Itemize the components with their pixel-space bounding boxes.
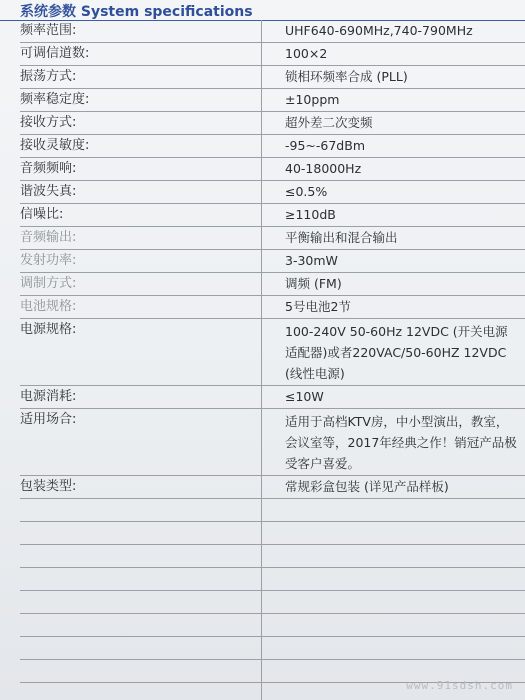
spec-label: 接收方式: [20, 115, 77, 130]
spec-row-channels [20, 43, 525, 66]
spec-row-applications [20, 409, 525, 476]
spec-label: 谐波失真: [20, 184, 77, 199]
spec-row-power-supply [20, 319, 525, 386]
spec-label: 接收灵敏度: [20, 138, 90, 153]
spec-value: 平衡输出和混合输出 [285, 230, 398, 245]
spec-value: 100×2 [285, 46, 328, 61]
spec-value: 5号电池2节 [285, 299, 351, 314]
spec-row-snr [20, 204, 525, 227]
spec-value: -95~-67dBm [285, 138, 365, 153]
spec-label: 音频频响: [20, 161, 77, 176]
spec-label: 振荡方式: [20, 69, 77, 84]
spec-label: 音频输出: [20, 230, 77, 245]
spec-label: 可调信道数: [20, 46, 90, 61]
spec-value: ≥110dB [285, 207, 336, 222]
empty-row [20, 522, 525, 545]
section-header [0, 0, 525, 21]
spec-value: ±10ppm [285, 92, 340, 107]
section-title: 系统参数 System specifications [20, 4, 253, 20]
empty-row [20, 591, 525, 614]
spec-label: 适用场合: [20, 412, 77, 427]
spec-row-stability [20, 89, 525, 112]
spec-table [20, 20, 525, 683]
empty-row [20, 614, 525, 637]
spec-label: 频率范围: [20, 23, 77, 38]
spec-row-oscillation [20, 66, 525, 89]
spec-row-frequency-response [20, 158, 525, 181]
spec-value: 调频 (FM) [285, 276, 342, 291]
spec-value: 常规彩盒包装 (详见产品样板) [285, 479, 449, 494]
spec-label: 包装类型: [20, 479, 77, 494]
spec-value: 3-30mW [285, 253, 338, 268]
spec-value: UHF640-690MHz,740-790MHz [285, 23, 473, 38]
spec-row-sensitivity [20, 135, 525, 158]
spec-value: ≤10W [285, 389, 324, 404]
spec-row-frequency-range [20, 20, 525, 43]
spec-value: 超外差二次变频 [285, 115, 373, 130]
spec-value: 100-240V 50-60Hz 12VDC (开关电源适配器)或者220VAC/50-60HZ 12VDC (线性电源) [285, 324, 508, 381]
empty-row [20, 545, 525, 568]
spec-row-receive-mode [20, 112, 525, 135]
spec-row-modulation [20, 273, 525, 296]
spec-row-audio-output [20, 227, 525, 250]
spec-row-battery [20, 296, 525, 319]
spec-value: 适用于高档KTV房，中小型演出，教室，会议室等，2017年经典之作！销冠产品极受客户喜爱。 [285, 414, 517, 471]
spec-value: 锁相环频率合成 (PLL) [285, 69, 408, 84]
spec-label: 频率稳定度: [20, 92, 90, 107]
spec-label: 电源规格: [20, 322, 77, 337]
spec-label: 电源消耗: [20, 389, 77, 404]
spec-value: ≤0.5% [285, 184, 328, 199]
spec-row-power-consumption [20, 386, 525, 409]
watermark-text: www.91sdsh.com [406, 679, 513, 692]
spec-value: 40-18000Hz [285, 161, 362, 176]
empty-row [20, 637, 525, 660]
spec-label: 发射功率: [20, 253, 77, 268]
spec-row-distortion [20, 181, 525, 204]
spec-label: 信噪比: [20, 207, 64, 222]
empty-row [20, 499, 525, 522]
spec-label: 电池规格: [20, 299, 77, 314]
spec-row-packaging [20, 476, 525, 499]
spec-label: 调制方式: [20, 276, 77, 291]
empty-row [20, 568, 525, 591]
spec-row-tx-power [20, 250, 525, 273]
